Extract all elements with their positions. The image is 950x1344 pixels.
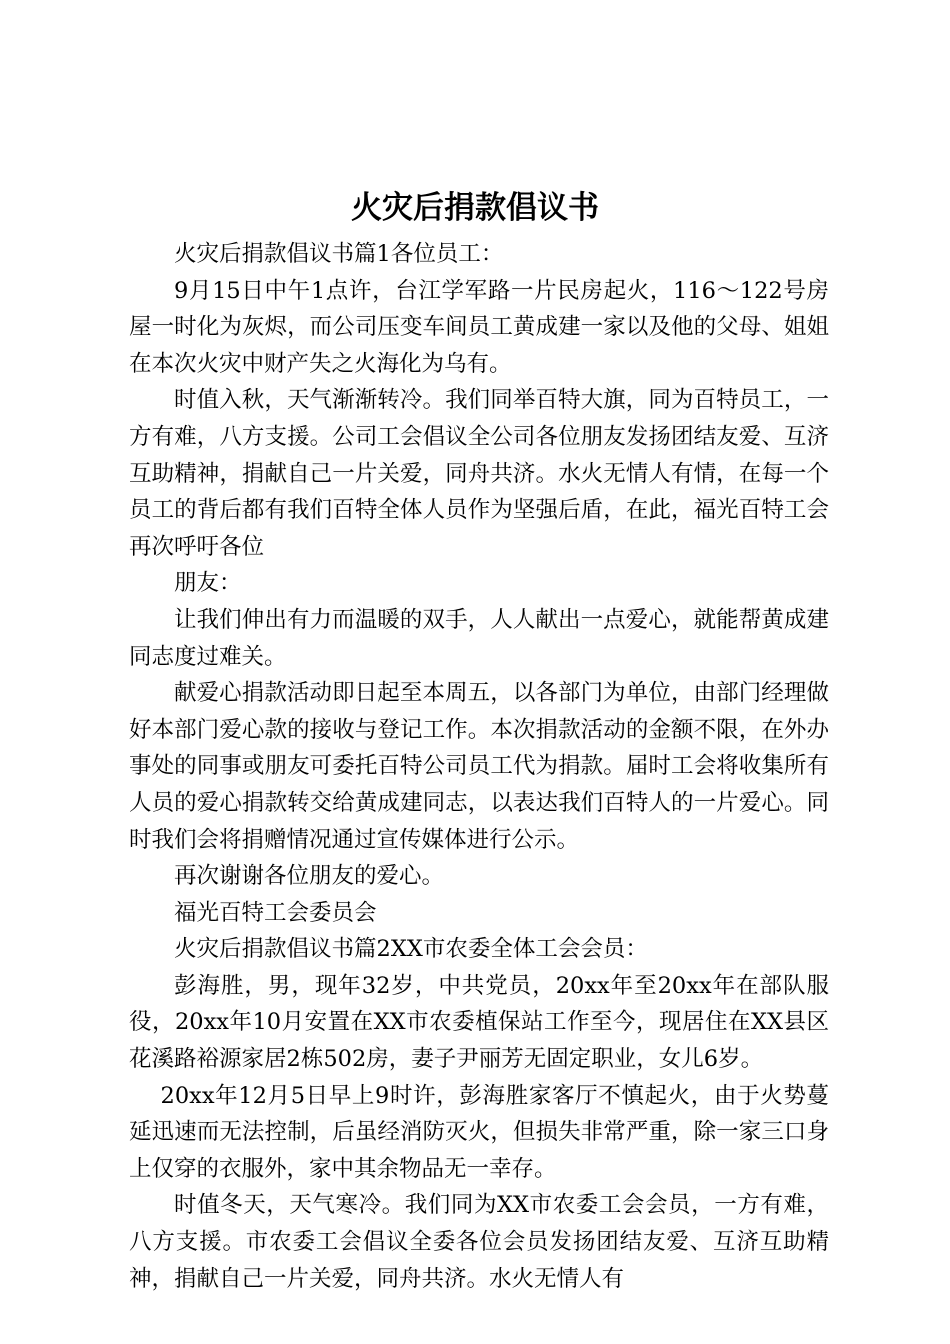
paragraph: 火灾后捐款倡议书篇2XX市农委全体工会会员：	[174, 936, 648, 963]
document-body	[129, 236, 829, 1297]
paragraph: 时值入秋，天气渐渐转冷。我们同举百特大旗，同为百特员工，一方有难，八方支援。公司工会倡议全公司各位朋友发扬团结友爱、互济互助精神，捐献自己一片关爱，同舟共济。水火无情人有情，在每一个员工的背后都有我们百特全体人员作为坚强后盾，在此，福光百特工会再次呼吁各位	[129, 387, 829, 560]
paragraph: 9月15日中午1点许，台江学军路一片民房起火，116～122号房屋一时化为灰烬，而公司压变车间员工黄成建一家以及他的父母、姐姐在本次火灾中财产失之火海化为乌有。	[129, 277, 829, 377]
paragraph: 让我们伸出有力而温暖的双手，人人献出一点爱心，就能帮黄成建同志度过难关。	[129, 606, 829, 670]
paragraph: 时值冬天，天气寒冷。我们同为XX市农委工会会员，一方有难，八方支援。市农委工会倡议全委各位会员发扬团结友爱、互济互助精神，捐献自己一片关爱，同舟共济。水火无情人有	[129, 1192, 829, 1292]
paragraph: 献爱心捐款活动即日起至本周五，以各部门为单位，由部门经理做好本部门爱心款的接收与登记工作。本次捐款活动的金额不限，在外办事处的同事或朋友可委托百特公司员工代为捐款。届时工会将收集所有人员的爱心捐款转交给黄成建同志，以表达我们百特人的一片爱心。同时我们会将捐赠情况通过宣传媒体进行公示。	[129, 680, 829, 853]
paragraph: 20xx年12月5日早上9时许，彭海胜家客厅不慎起火，由于火势蔓延迅速而无法控制，后虽经消防灭火，但损失非常严重，除一家三口身上仅穿的衣服外，家中其余物品无一幸存。	[129, 1082, 829, 1182]
paragraph: 再次谢谢各位朋友的爱心。	[174, 863, 445, 890]
paragraph: 火灾后捐款倡议书篇1各位员工：	[174, 241, 504, 267]
document-title: 火灾后捐款倡议书	[351, 190, 599, 226]
signature-line: 福光百特工会委员会	[174, 899, 377, 926]
paragraph: 彭海胜，男，现年32岁，中共党员，20xx年至20xx年在部队服役，20xx年10月安置在XX市农委植保站工作至今，现居住在XX县区花溪路裕源家居2栋502房，妻子尹丽芳无固定职业，女儿6岁。	[129, 972, 829, 1073]
paragraph: 朋友：	[174, 570, 242, 597]
